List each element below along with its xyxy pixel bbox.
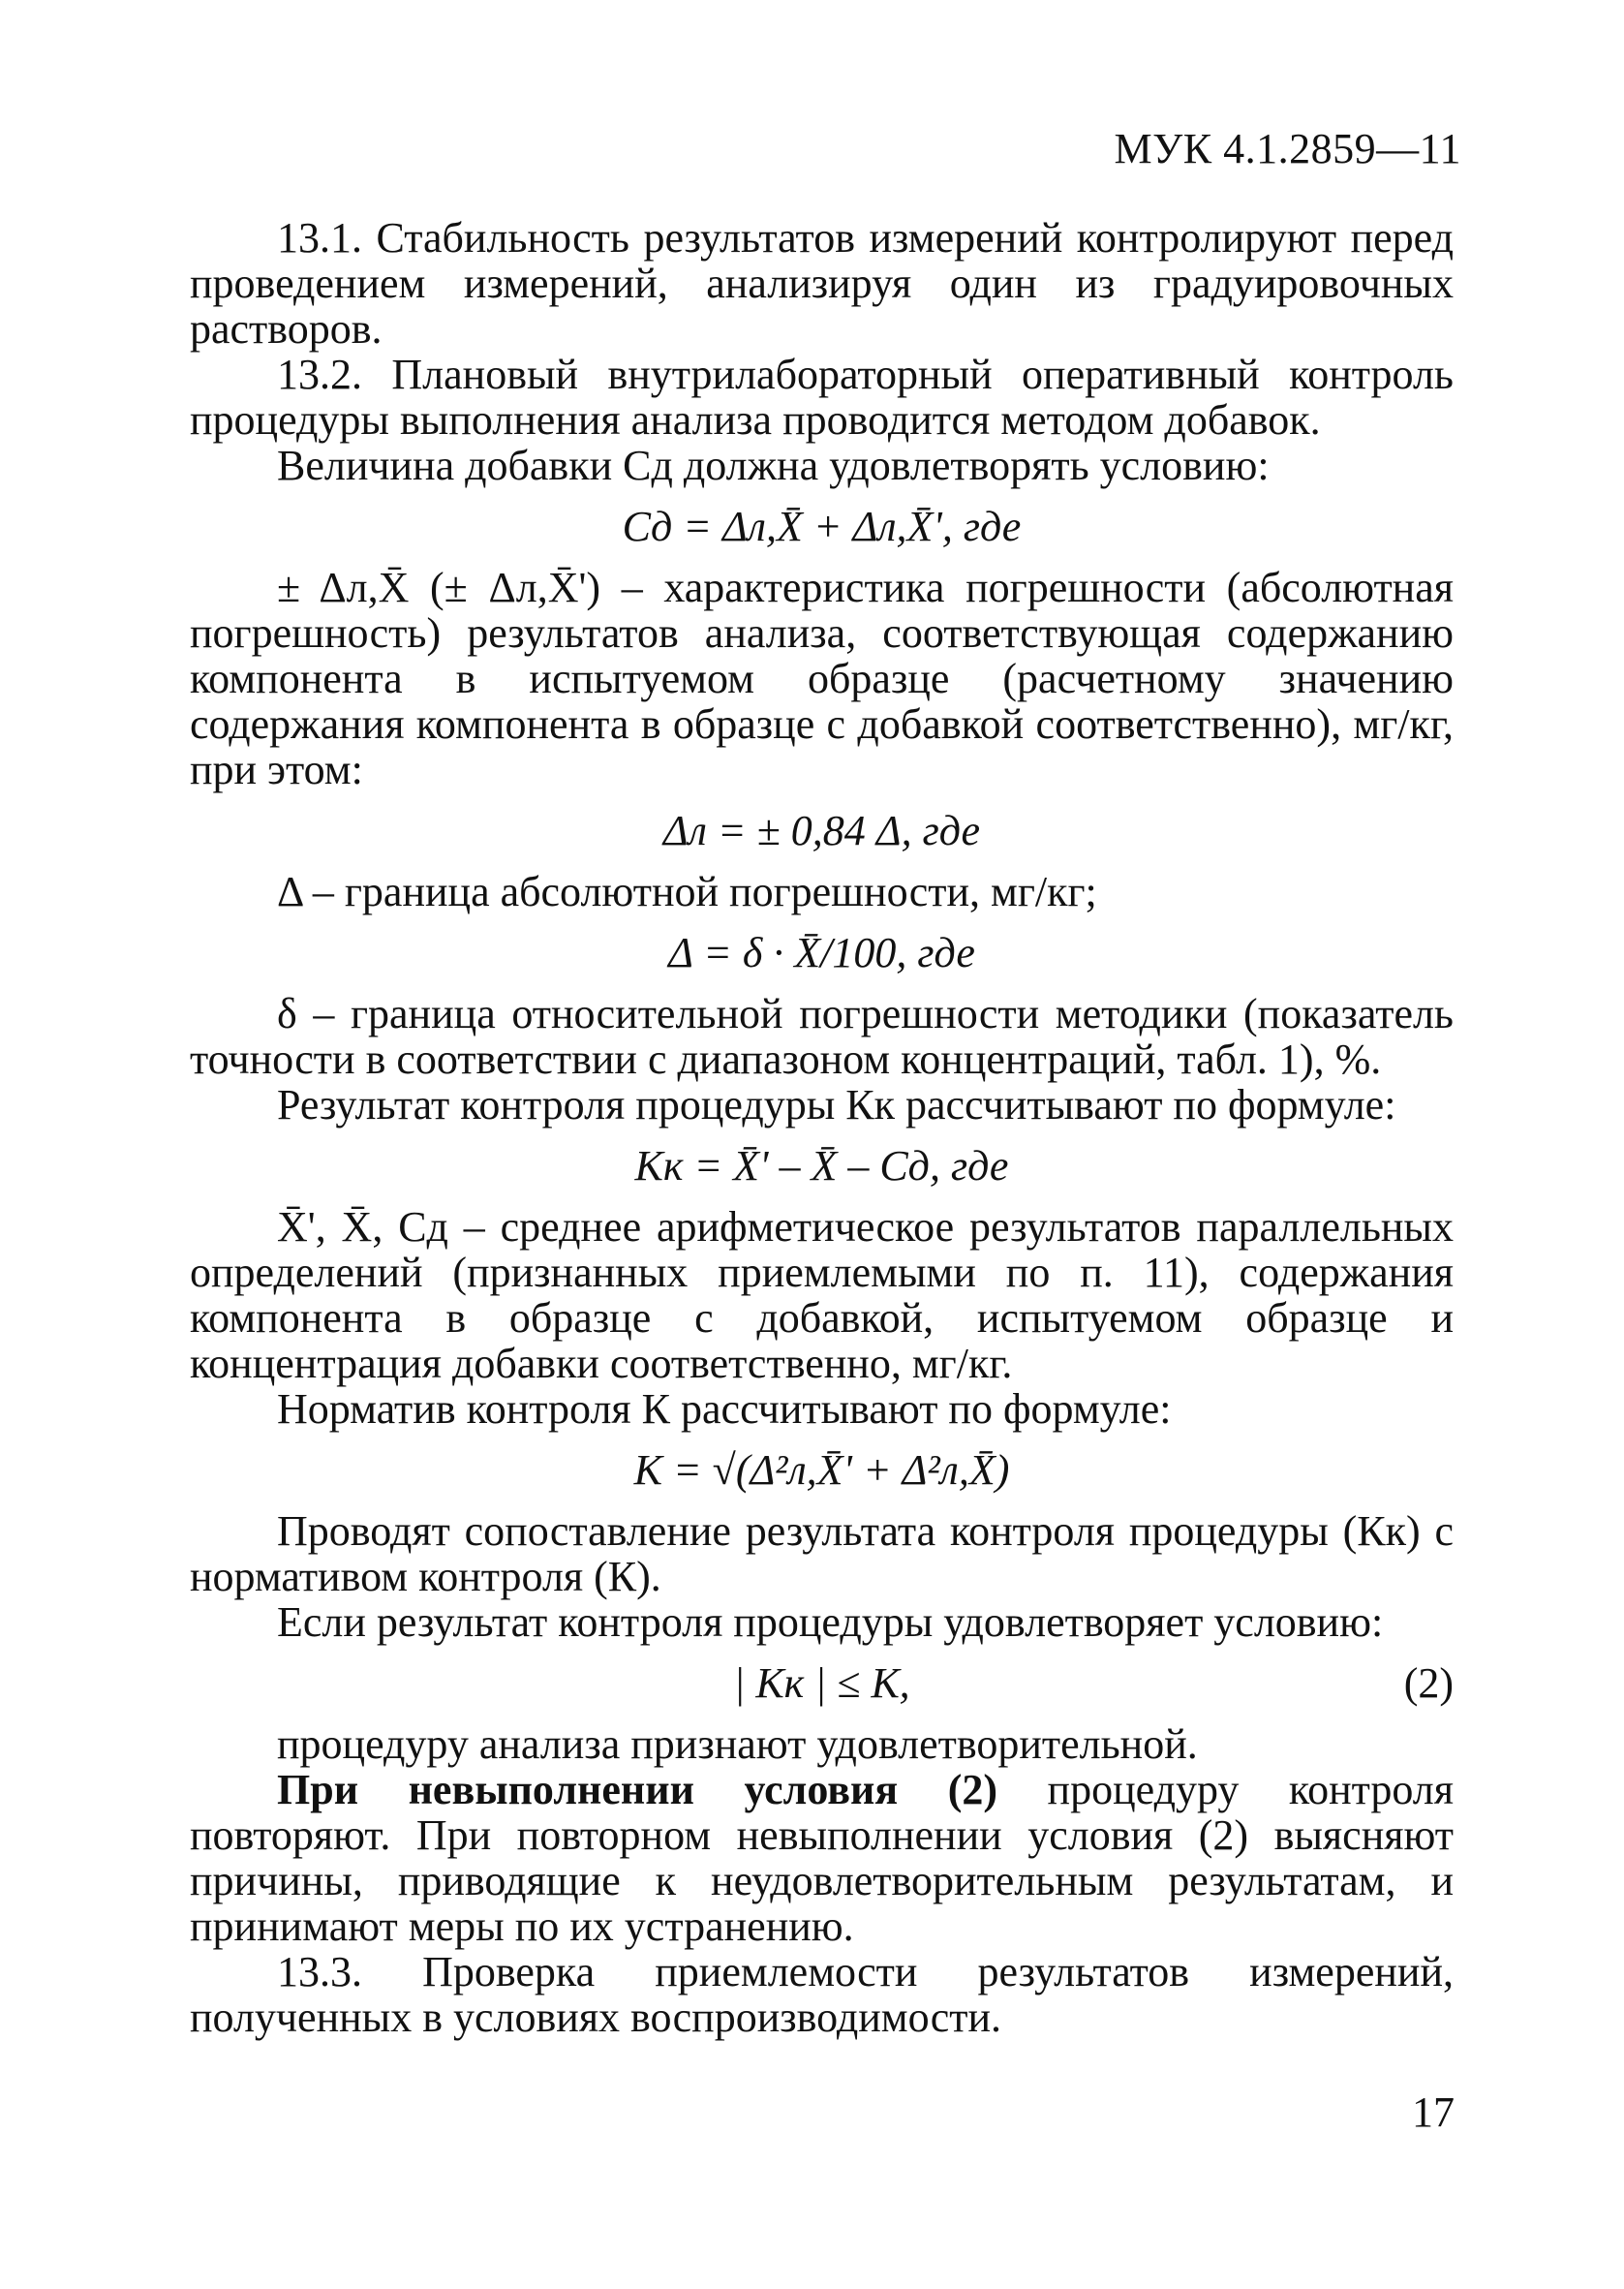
paragraph-satisfactory: процедуру анализа признают удовлетворительной. xyxy=(277,1720,1198,1768)
paragraph-comparison: Проводят сопоставление результата контроля процедуры (Кк) с нормативом контроля (К). xyxy=(190,1507,1454,1600)
bold-lead: При невыполнении условия (2) xyxy=(277,1766,998,1813)
paragraph-relative-error: δ – граница относительной погрешности методики (показатель точности в соответствии с диапазоном концентраций, табл. 1), %. xyxy=(190,990,1454,1083)
formula-addition: Cд = Δл,X̄ + Δл,X̄', где xyxy=(622,503,1022,550)
formula-k: K = √(Δ²л,X̄' + Δ²л,X̄) xyxy=(633,1446,1010,1494)
repeat-text: процедуру контроля повторяют. При повторном невыполнении условия (2) выясняют причины, приводящие к неудовлетворительным результатам, и принимают меры по их устранению. xyxy=(190,1766,1454,1950)
paragraph-error-characteristic: ± Δл,X̄ (± Δл,X̄') – характеристика погрешности (абсолютная погрешность) результатов анализа, соответствующая содержанию компонента в испытуемом образце (расчетному значению содержания компонента в образце с добавкой соответственно), мг/кг, при этом: xyxy=(190,564,1454,793)
paragraph-addition-condition: Величина добавки Cд должна удовлетворять условию: xyxy=(277,442,1270,489)
formula-condition: | Кк | ≤ К, xyxy=(733,1659,910,1707)
document-code: МУК 4.1.2859—11 xyxy=(1114,125,1461,172)
paragraph-13-2: 13.2. Плановый внутрилабораторный оперативный контроль процедуры выполнения анализа проводится методом добавок. xyxy=(190,351,1454,444)
paragraph-13-1: 13.1. Стабильность результатов измерений контролируют перед проведением измерений, анализируя один из градуировочных растворов. xyxy=(190,214,1454,353)
equation-number: (2) xyxy=(1403,1659,1454,1707)
formula-kk: Kк = X̄' – X̄ – Cд, где xyxy=(634,1142,1009,1190)
paragraph-if-condition: Если результат контроля процедуры удовлетворяет условию: xyxy=(277,1598,1384,1646)
condition-row xyxy=(190,1660,1454,1706)
paragraph-13-3: 13.3. Проверка приемлемости результатов измерений, полученных в условиях воспроизводимости. xyxy=(190,1948,1454,2041)
paragraph-absolute-error: Δ – граница абсолютной погрешности, мг/кг; xyxy=(277,868,1097,915)
page-body xyxy=(190,215,1454,2040)
paragraph-control-norm: Норматив контроля К рассчитывают по формуле: xyxy=(277,1385,1172,1433)
page-number: 17 xyxy=(1412,2088,1455,2136)
paragraph-control-result: Результат контроля процедуры Кк рассчитывают по формуле: xyxy=(277,1081,1396,1129)
paragraph-variables: X̄', X̄, Cд – среднее арифметическое результатов параллельных определений (признанных приемлемыми по п. 11), содержания компонента в образце с добавкой, испытуемом образце и концентрация добавки соответственно, мг/кг. xyxy=(190,1203,1454,1387)
paragraph-repeat xyxy=(190,1767,1454,1949)
formula-delta: Δ = δ · X̄/100, где xyxy=(668,929,975,976)
formula-delta-l: Δл = ± 0,84 Δ, где xyxy=(662,807,981,854)
